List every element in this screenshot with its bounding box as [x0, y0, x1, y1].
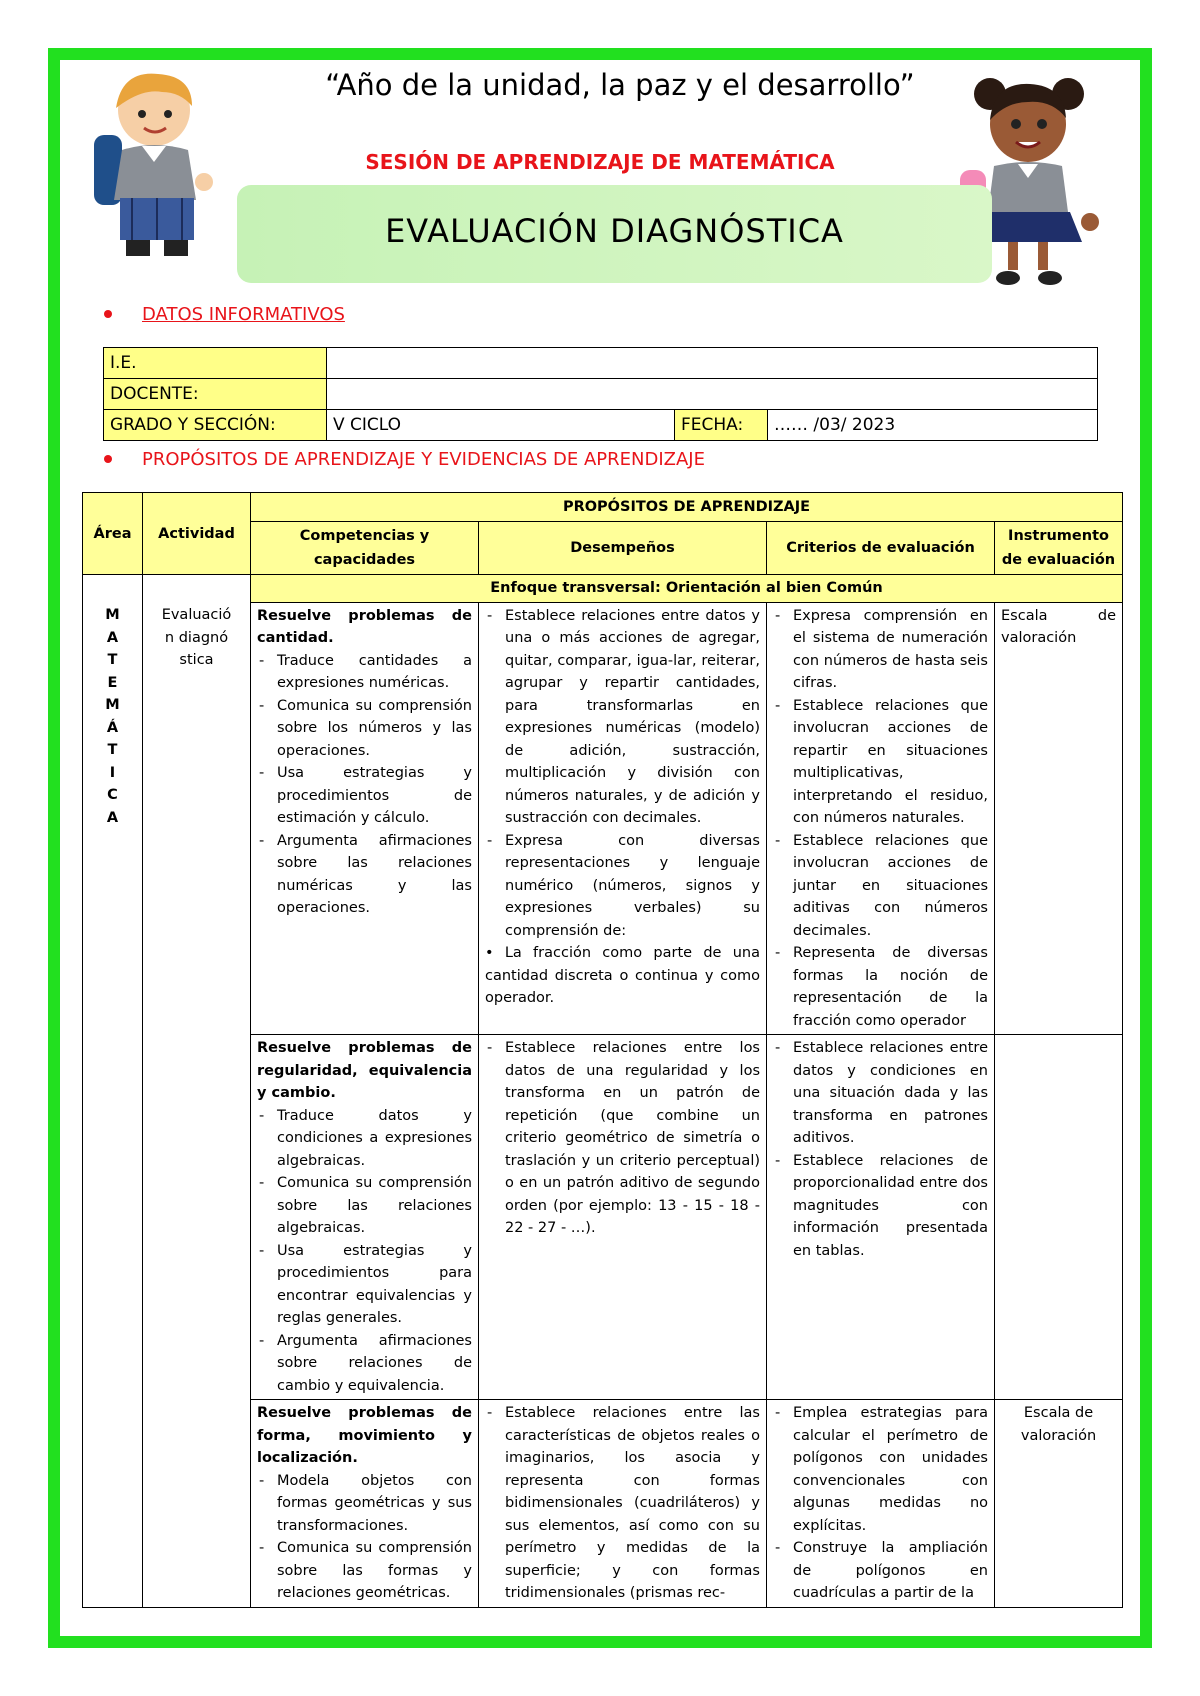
area-cell — [83, 602, 143, 1607]
area-letter: M — [105, 607, 120, 623]
area-letter: A — [106, 629, 119, 646]
list-item: - Argumenta afirmaciones sobre las relaciones numéricas y las operaciones. — [257, 830, 472, 920]
list-item: - Establece relaciones entre los datos de una regularidad y los transforma en un patrón de repetición (que combine un criterio geométrico de simetría o traslación y un criterio perceptual) o en un patrón aditivo de segundo orden (por ejemplo: 13 - 15 - 18 - 22 - 27 - …). — [485, 1037, 760, 1240]
docente-label: DOCENTE: — [104, 379, 327, 410]
area-letter: Á — [106, 719, 119, 736]
area-letter: A — [106, 809, 119, 826]
table-header-row — [83, 493, 1123, 522]
list-item: - Construye la ampliación de polígonos en cuadrículas a partir de la — [773, 1537, 988, 1605]
instrumento-cell-1 — [995, 1035, 1123, 1400]
competencia-cell-1 — [251, 1035, 479, 1400]
capacidades-list-0 — [257, 650, 472, 920]
instrumento-cell-0: Escala de valoración — [995, 602, 1123, 1035]
header-desempenos: Desempeños — [479, 522, 767, 575]
list-item: - Comunica su comprensión sobre las relaciones algebraicas. — [257, 1172, 472, 1240]
area-letter: T — [107, 652, 118, 668]
list-item: - Expresa comprensión en el sistema de numeración con números de hasta seis cifras. — [773, 605, 988, 695]
desempenos-cell-1 — [479, 1035, 767, 1400]
area-letter: M — [105, 697, 120, 713]
section-datos-informativos: DATOS INFORMATIVOS — [142, 304, 345, 325]
list-item: - Usa estrategias y procedimientos de estimación y cálculo. — [257, 762, 472, 830]
area-letter: C — [107, 787, 118, 803]
list-item: - Establece relaciones que involucran acciones de repartir en situaciones multiplicativas, interpretando el residuo, con números naturales. — [773, 695, 988, 830]
criterios-cell-1 — [767, 1035, 995, 1400]
actividad-text: Evaluación diagnóstica — [161, 607, 232, 668]
list-item: - Establece relaciones entre datos y una o más acciones de agregar, quitar, comparar, igua-lar, reiterar, agrupar y repartir cantidades, para transformarlas en expresiones numéricas (modelo) de adición, sustracción, multiplicación y división con números naturales, y de adición y sustracción con decimales. — [485, 605, 760, 830]
info-row-docente — [104, 379, 1098, 410]
grado-label: GRADO Y SECCIÓN: — [104, 410, 327, 441]
grado-value: V CICLO — [327, 410, 675, 441]
actividad-cell — [143, 602, 251, 1607]
competencia-title-0: Resuelve problemas de cantidad. — [257, 607, 472, 646]
info-table — [103, 347, 1098, 441]
header-criterios: Criterios de evaluación — [767, 522, 995, 575]
area-letter: E — [107, 674, 118, 691]
list-item: - Establece relaciones de proporcionalidad entre dos magnitudes con información presentada en tablas. — [773, 1150, 988, 1263]
list-item: - Usa estrategias y procedimientos para encontrar equivalencias y reglas generales. — [257, 1240, 472, 1330]
boy-illustration — [92, 70, 227, 260]
ie-label: I.E. — [104, 348, 327, 379]
main-title: EVALUACIÓN DIAGNÓSTICA — [385, 212, 844, 250]
fecha-value: …… /03/ 2023 — [768, 410, 1098, 441]
list-item: - Modela objetos con formas geométricas y sus transformaciones. — [257, 1470, 472, 1538]
instrumento-cell-2: Escala de valoración — [995, 1400, 1123, 1608]
table-row — [83, 602, 1123, 1035]
list-item: - Establece relaciones entre las características de objetos reales o imaginarios, los asocia y representa con formas bidimensionales (cuadriláteros) y sus elementos, así como con su perímetro y medidas de la superficie; y con formas tridimensionales (prismas rec- — [485, 1402, 760, 1605]
enfoque-row — [83, 575, 1123, 603]
header-area: Área — [83, 493, 143, 575]
info-row-grado — [104, 410, 1098, 441]
section-propositos: PROPÓSITOS DE APRENDIZAJE Y EVIDENCIAS DE APRENDIZAJE — [142, 449, 705, 470]
list-item: - Traduce datos y condiciones a expresiones algebraicas. — [257, 1105, 472, 1173]
criterios-cell-2 — [767, 1400, 995, 1608]
competencia-cell-2 — [251, 1400, 479, 1608]
desempenos-cell-0 — [479, 602, 767, 1035]
competencia-title-2: Resuelve problemas de forma, movimiento y localización. — [257, 1405, 472, 1466]
header-instrumento: Instrumento de evaluación — [995, 522, 1123, 575]
header-competencias: Competencias y capacidades — [251, 522, 479, 575]
header-propositos: PROPÓSITOS DE APRENDIZAJE — [251, 493, 1123, 522]
desempeno-extra: • La fracción como parte de una cantidad discreta o continua y como operador. — [485, 945, 760, 1006]
propositos-table — [82, 492, 1123, 1608]
info-row-ie — [104, 348, 1098, 379]
list-item: - Emplea estrategias para calcular el perímetro de polígonos con unidades convencionales con algunas medidas no explícitas. — [773, 1402, 988, 1537]
bullet-icon — [104, 455, 112, 463]
area-letters — [89, 604, 136, 829]
ie-value — [327, 348, 1098, 379]
list-item: - Establece relaciones que involucran acciones de juntar en situaciones aditivas con números decimales. — [773, 830, 988, 943]
desempenos-cell-2 — [479, 1400, 767, 1608]
year-motto: “Año de la unidad, la paz y el desarrollo” — [325, 68, 915, 102]
session-title: SESIÓN DE APRENDIZAJE DE MATEMÁTICA — [365, 150, 835, 174]
list-item: - Establece relaciones entre datos y condiciones en una situación dada y las transforma en patrones aditivos. — [773, 1037, 988, 1150]
docente-value — [327, 379, 1098, 410]
area-letter: T — [107, 742, 118, 758]
fecha-label: FECHA: — [675, 410, 768, 441]
list-item: - Comunica su comprensión sobre los números y las operaciones. — [257, 695, 472, 763]
list-item: - Argumenta afirmaciones sobre relaciones de cambio y equivalencia. — [257, 1330, 472, 1398]
criterios-cell-0 — [767, 602, 995, 1035]
competencia-title-1: Resuelve problemas de regularidad, equivalencia y cambio. — [257, 1040, 472, 1101]
list-item: - Comunica su comprensión sobre las formas y relaciones geométricas. — [257, 1537, 472, 1605]
list-item: - Expresa con diversas representaciones y lenguaje numérico (números, signos y expresiones verbales) su comprensión de: — [485, 830, 760, 943]
bullet-icon — [104, 310, 112, 318]
area-letter: I — [109, 764, 116, 781]
enfoque-transversal: Enfoque transversal: Orientación al bien Común — [251, 575, 1123, 603]
list-item: - Representa de diversas formas la noción de representación de la fracción como operador — [773, 942, 988, 1032]
list-item: - Traduce cantidades a expresiones numéricas. — [257, 650, 472, 695]
header-actividad: Actividad — [143, 493, 251, 575]
competencia-cell-0 — [251, 602, 479, 1035]
